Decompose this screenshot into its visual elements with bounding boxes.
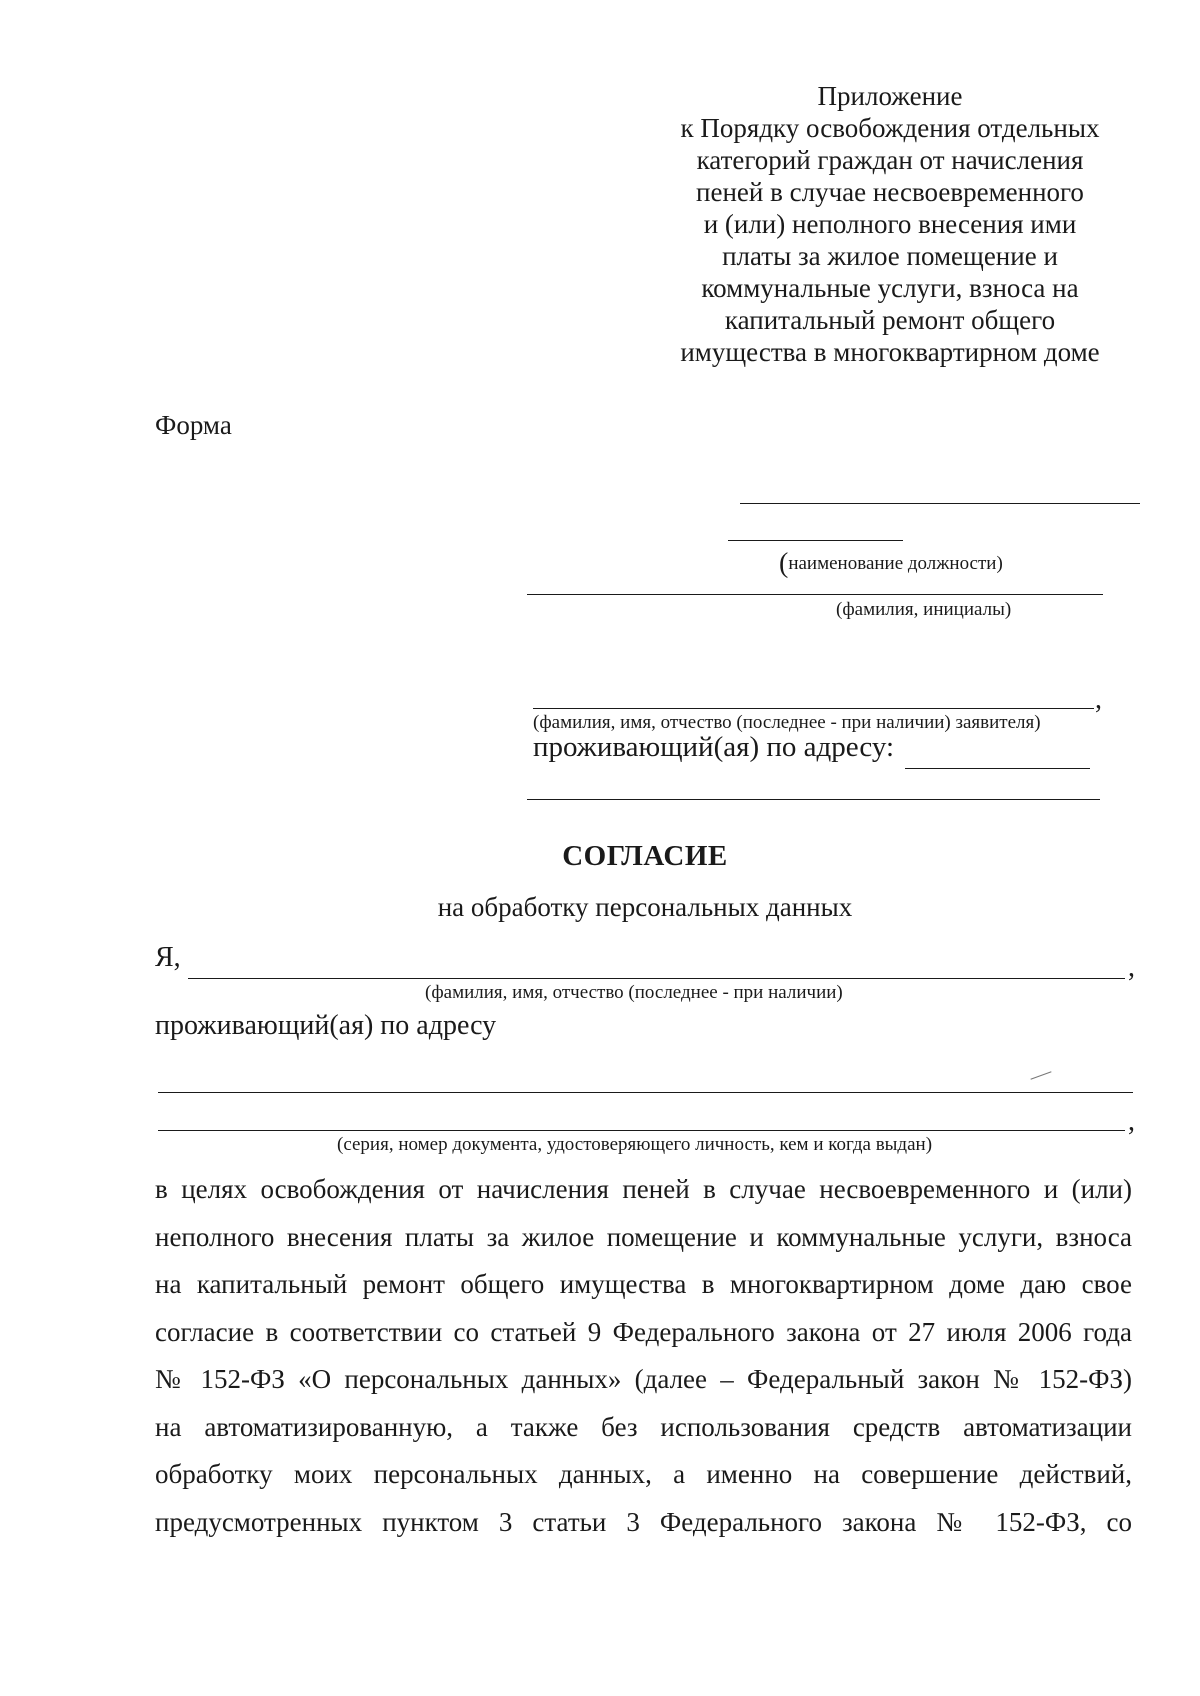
appendix-line: коммунальные услуги, взноса на — [701, 273, 1079, 303]
appendix-line: и (или) неполного внесения ими — [703, 209, 1077, 239]
consent-name-line[interactable] — [188, 978, 1125, 979]
addressee-position-line-1[interactable] — [740, 503, 1140, 504]
paragraph-line: согласие в соответствии со статьей 9 Федерального закона от 27 июля 2006 года — [155, 1316, 1132, 1347]
consent-name-caption: (фамилия, имя, отчество (последнее - при наличии) — [425, 982, 843, 1003]
consent-paragraph — [155, 1166, 1132, 1546]
consent-document-comma: , — [1128, 1106, 1135, 1137]
paragraph-line: в целях освобождения от начисления пеней в случае несвоевременного и (или) — [155, 1174, 1132, 1204]
appendix-line: имущества в многоквартирном доме — [680, 337, 1100, 367]
consent-document-caption: (серия, номер документа, удостоверяющего личность, кем и когда выдан) — [337, 1134, 933, 1155]
appendix-line: пеней в случае несвоевременного — [696, 177, 1084, 207]
position-caption — [779, 548, 1003, 580]
position-caption-text: наименование должности) — [788, 553, 1003, 574]
paragraph-line: на автоматизированную, а также без использования средств автоматизации — [155, 1411, 1132, 1442]
document-subtitle: на обработку персональных данных — [437, 892, 853, 922]
paragraph-line: неполного внесения платы за жилое помещение и коммунальные услуги, взноса — [155, 1221, 1132, 1252]
paragraph-line: обработку моих персональных данных, а именно на совершение действий, — [155, 1459, 1132, 1489]
consent-name-comma: , — [1128, 952, 1135, 983]
appendix-header — [640, 80, 1140, 368]
appendix-line: к Порядку освобождения отдельных — [680, 113, 1100, 143]
addressee-name-line[interactable] — [527, 594, 1103, 595]
applicant-name-caption: (фамилия, имя, отчество (последнее - при наличии) заявителя) — [533, 712, 1041, 733]
applicant-address-line-2[interactable] — [527, 799, 1100, 800]
applicant-address-line-1[interactable] — [905, 768, 1090, 769]
appendix-line: категорий граждан от начисления — [696, 145, 1084, 175]
addressee-position-line-2[interactable] — [728, 540, 903, 541]
paragraph-line: на капитальный ремонт общего имущества в многоквартирном доме даю свое — [155, 1269, 1132, 1299]
addressee-name-caption: (фамилия, инициалы) — [836, 599, 1012, 620]
scan-mark — [1030, 1071, 1051, 1079]
applicant-name-line[interactable] — [533, 708, 1094, 709]
applicant-name-comma: , — [1095, 684, 1102, 715]
consent-address-line[interactable] — [158, 1092, 1133, 1093]
paragraph-line: № 152-ФЗ «О персональных данных» (далее – Федеральный закон № 152-ФЗ) — [155, 1364, 1132, 1394]
consent-document-line[interactable] — [158, 1130, 1125, 1131]
document-title: СОГЛАСИЕ — [562, 840, 728, 872]
appendix-line: капитальный ремонт общего — [724, 305, 1056, 335]
appendix-line: платы за жилое помещение и — [722, 241, 1058, 271]
consent-ya-label: Я, — [155, 942, 181, 973]
form-label: Форма — [155, 410, 232, 440]
appendix-line: Приложение — [817, 81, 963, 111]
consent-residing-label: проживающий(ая) по адресу — [155, 1010, 497, 1041]
applicant-residing-label: проживающий(ая) по адресу: — [533, 731, 894, 763]
paragraph-line: предусмотренных пунктом 3 статьи 3 Федерального закона № 152-ФЗ, со — [155, 1506, 1132, 1537]
position-caption-paren: ( — [779, 548, 789, 579]
